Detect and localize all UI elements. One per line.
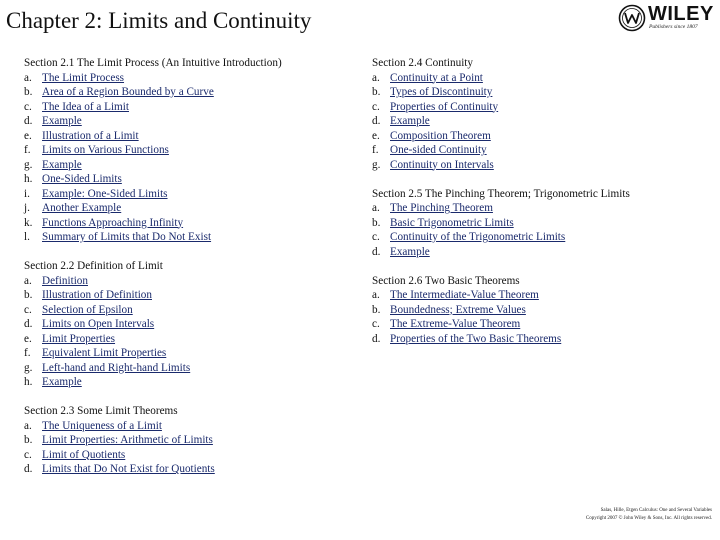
toc-link[interactable]: Example xyxy=(390,115,430,127)
toc-link[interactable]: The Idea of a Limit xyxy=(42,100,129,113)
toc-item xyxy=(372,230,702,245)
toc-item xyxy=(372,114,702,129)
item-letter: c. xyxy=(24,303,32,316)
toc-item xyxy=(24,172,354,187)
item-letter: a. xyxy=(24,71,32,84)
item-letter: a. xyxy=(372,71,380,84)
toc-item xyxy=(24,433,354,448)
toc-link[interactable]: Limits on Various Functions xyxy=(42,144,169,156)
item-letter: c. xyxy=(24,448,32,461)
item-letter: b. xyxy=(372,303,381,316)
toc-item xyxy=(24,288,354,303)
toc-item xyxy=(372,332,702,347)
item-letter: l. xyxy=(24,231,30,243)
copyright-footer xyxy=(586,507,712,523)
section-item-list xyxy=(372,288,702,346)
toc-item xyxy=(372,303,702,318)
item-letter: g. xyxy=(24,361,33,374)
toc-item xyxy=(24,332,354,347)
item-letter: d. xyxy=(372,332,381,345)
toc-item xyxy=(24,346,354,361)
toc-link[interactable]: Another Example xyxy=(42,202,122,214)
toc-item xyxy=(24,303,354,318)
item-letter: c. xyxy=(372,100,380,113)
toc-link[interactable]: The Limit Process xyxy=(42,71,125,84)
toc-link[interactable]: Left-hand and Right-hand Limits xyxy=(42,361,191,374)
section-title: Section 2.1 The Limit Process (An Intuitive Introduction) xyxy=(24,57,282,69)
left-column xyxy=(24,56,354,491)
toc-section xyxy=(372,56,702,172)
item-letter: b. xyxy=(372,216,381,229)
toc-link[interactable]: Example xyxy=(390,245,430,258)
footer-copyright: Copyright 2007 © John Wiley & Sons, Inc. All rights reserved. xyxy=(585,516,712,521)
toc-link[interactable]: Example xyxy=(42,158,82,171)
toc-link[interactable]: Example: One-Sided Limits xyxy=(42,187,168,200)
page-title: Chapter 2: Limits and Continuity xyxy=(6,8,312,33)
item-letter: a. xyxy=(372,289,380,301)
toc-link[interactable]: Limits that Do Not Exist for Quotients xyxy=(42,463,215,475)
item-letter: f. xyxy=(24,144,31,156)
toc-link[interactable]: Equivalent Limit Properties xyxy=(42,347,167,359)
toc-link[interactable]: Example xyxy=(42,376,82,388)
toc-item xyxy=(24,71,354,86)
item-letter: g. xyxy=(372,158,381,171)
item-letter: a. xyxy=(372,202,380,214)
toc-item xyxy=(372,85,702,100)
toc-link[interactable]: The Intermediate-Value Theorem xyxy=(390,289,539,301)
toc-section xyxy=(372,187,702,260)
toc-item xyxy=(372,317,702,332)
item-letter: b. xyxy=(24,289,33,301)
toc-item xyxy=(24,230,354,245)
wiley-tagline: Publishers since 1807 xyxy=(649,24,698,30)
toc-link[interactable]: Example xyxy=(42,115,82,127)
toc-item xyxy=(24,158,354,173)
toc-item xyxy=(24,216,354,231)
toc-link[interactable]: Summary of Limits that Do Not Exist xyxy=(42,231,212,243)
toc-link[interactable]: Limits on Open Intervals xyxy=(42,318,155,330)
toc-link[interactable]: Area of a Region Bounded by a Curve xyxy=(42,86,214,98)
item-letter: k. xyxy=(24,216,33,229)
toc-link[interactable]: One-Sided Limits xyxy=(42,173,122,185)
toc-item xyxy=(24,114,354,129)
toc-item xyxy=(372,71,702,86)
item-letter: e. xyxy=(24,332,32,345)
toc-link[interactable]: Composition Theorem xyxy=(390,129,491,142)
item-letter: g. xyxy=(24,158,33,171)
toc-item xyxy=(24,201,354,216)
item-letter: i. xyxy=(24,187,30,200)
item-letter: d. xyxy=(24,318,33,330)
item-letter: a. xyxy=(24,419,32,432)
item-letter: a. xyxy=(24,274,32,287)
item-letter: h. xyxy=(24,376,33,388)
wiley-emblem-icon xyxy=(618,4,646,32)
toc-link[interactable]: Types of Discontinuity xyxy=(390,86,493,98)
toc-link[interactable]: The Extreme-Value Theorem xyxy=(390,318,521,330)
item-letter: j. xyxy=(24,202,30,214)
wiley-logo xyxy=(618,2,716,34)
section-title: Section 2.4 Continuity xyxy=(372,57,473,69)
toc-item xyxy=(24,129,354,144)
toc-link[interactable]: Illustration of a Limit xyxy=(42,129,139,142)
toc-item xyxy=(372,100,702,115)
toc-item xyxy=(24,143,354,158)
item-letter: e. xyxy=(372,129,380,142)
toc-link[interactable]: Boundedness; Extreme Values xyxy=(390,303,526,316)
item-letter: d. xyxy=(24,463,33,475)
toc-item xyxy=(372,158,702,173)
toc-item xyxy=(372,201,702,216)
item-letter: c. xyxy=(372,318,380,330)
right-column xyxy=(372,56,702,361)
toc-link[interactable]: One-sided Continuity xyxy=(390,144,487,156)
section-title: Section 2.3 Some Limit Theorems xyxy=(24,405,178,417)
toc-link[interactable]: Limit of Quotients xyxy=(42,448,126,461)
toc-link[interactable]: Continuity at a Point xyxy=(390,71,483,84)
wiley-wordmark: WILEY xyxy=(648,3,714,25)
item-letter: e. xyxy=(24,129,32,142)
toc-link[interactable]: Continuity on Intervals xyxy=(390,158,494,171)
toc-link[interactable]: Definition xyxy=(42,274,88,287)
item-letter: b. xyxy=(372,86,381,98)
toc-item xyxy=(372,245,702,260)
item-letter: d. xyxy=(24,115,33,127)
section-title: Section 2.5 The Pinching Theorem; Trigonometric Limits xyxy=(372,187,630,200)
section-item-list xyxy=(24,71,354,245)
toc-item xyxy=(372,143,702,158)
toc-item xyxy=(24,317,354,332)
section-item-list xyxy=(24,274,354,390)
item-letter: c. xyxy=(24,100,32,113)
toc-item xyxy=(24,187,354,202)
item-letter: b. xyxy=(24,434,33,446)
item-letter: b. xyxy=(24,86,33,98)
toc-link[interactable]: Properties of the Two Basic Theorems xyxy=(390,332,562,345)
section-item-list xyxy=(372,71,702,173)
toc-section xyxy=(24,56,354,245)
toc-item xyxy=(372,129,702,144)
toc-item xyxy=(24,85,354,100)
item-letter: d. xyxy=(372,115,381,127)
item-letter: f. xyxy=(24,347,31,359)
toc-link[interactable]: Limit Properties xyxy=(42,332,116,345)
item-letter: d. xyxy=(372,245,381,258)
toc-link[interactable]: Selection of Epsilon xyxy=(42,303,133,316)
toc-section xyxy=(24,259,354,390)
toc-item xyxy=(24,100,354,115)
toc-item xyxy=(24,274,354,289)
toc-item xyxy=(24,361,354,376)
section-title: Section 2.2 Definition of Limit xyxy=(24,260,163,272)
toc-link[interactable]: Illustration of Definition xyxy=(42,289,152,301)
toc-item xyxy=(372,288,702,303)
toc-link[interactable]: Basic Trigonometric Limits xyxy=(390,216,514,229)
toc-section xyxy=(24,404,354,477)
section-item-list xyxy=(372,201,702,259)
toc-item xyxy=(372,216,702,231)
toc-link[interactable]: Functions Approaching Infinity xyxy=(42,216,184,229)
item-letter: c. xyxy=(372,231,380,243)
toc-link[interactable]: Continuity of the Trigonometric Limits xyxy=(390,231,566,243)
toc-item xyxy=(24,419,354,434)
toc-link[interactable]: The Uniqueness of a Limit xyxy=(42,419,162,432)
toc-item xyxy=(24,462,354,477)
toc-item xyxy=(24,375,354,390)
section-item-list xyxy=(24,419,354,477)
item-letter: h. xyxy=(24,173,33,185)
section-title: Section 2.6 Two Basic Theorems xyxy=(372,274,520,287)
toc-link[interactable]: Properties of Continuity xyxy=(390,100,499,113)
toc-section xyxy=(372,274,702,347)
toc-link[interactable]: Limit Properties: Arithmetic of Limits xyxy=(42,434,213,446)
toc-item xyxy=(24,448,354,463)
item-letter: f. xyxy=(372,144,379,156)
toc-link[interactable]: The Pinching Theorem xyxy=(390,202,493,214)
footer-book-title: Salas, Hille, Etgen Calculus: One and Several Variables xyxy=(600,508,712,513)
